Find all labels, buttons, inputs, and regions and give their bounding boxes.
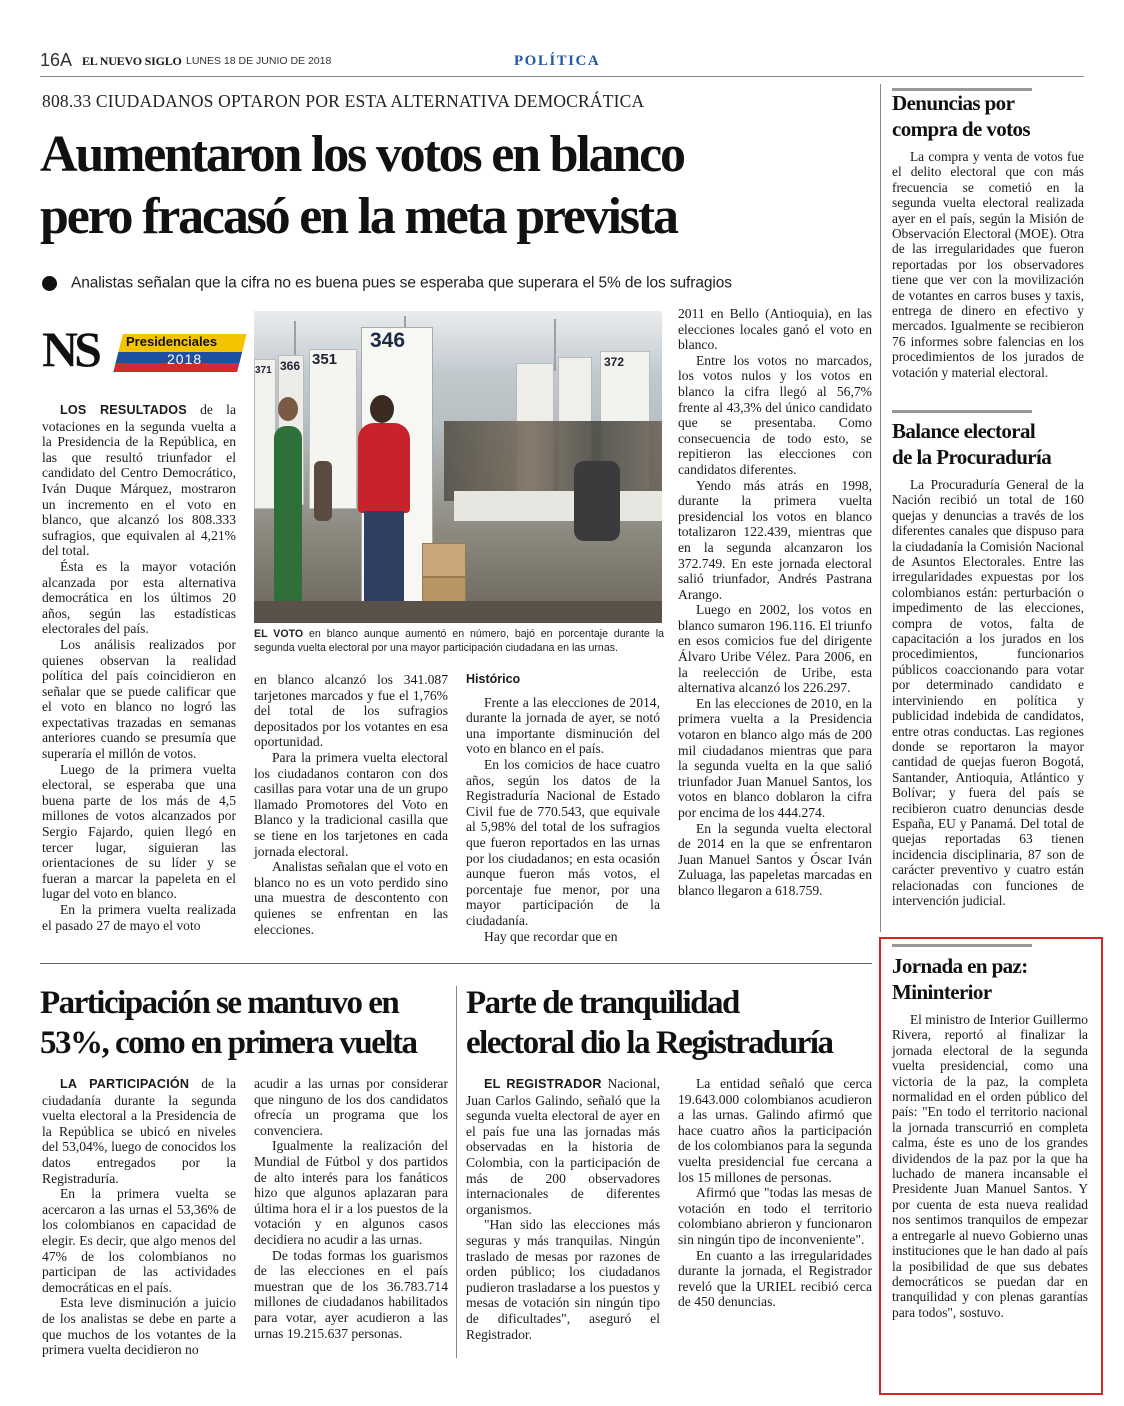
photo-caption [254, 628, 664, 655]
booth-number-3: 351 [312, 351, 338, 368]
main-col3-p3: Hay que recordar que en [484, 928, 618, 944]
denuncias-paragraph: La compra y venta de votos fue el delito electoral que con más frecuencia se cometió en la segunda vuelta electoral realizada ayer en el país, según la Misión de Observación Electoral (MOE). Otra de las irregularidades que fueron reportadas por los observadores tiene que ver con la movilización de votantes en carros buses y taxis, entrega de dinero en efectivo y mercados. Igualmente se recibieron 76 informes sobre falencias en los procedimientos de los jurados de votación y material electoral. [892, 149, 1084, 380]
registraduria-col2-p3: En cuanto a las irregularidades durante la jornada, el Registrador reveló que la URIEL recibió cerca de 450 denuncias. [678, 1247, 872, 1310]
main-col1-p4: Luego de la primera vuelta electoral, se esperaba que una buena parte de los más de 4,5 millones de votos alcanzados por Sergio Fajardo, quien llegó en tercer lugar, siguieran las orientaciones de su líder y se fueran a marcar la papeleta en el lugar del voto en blanco. [42, 761, 236, 902]
participation-col2-p1: Igualmente la realización del Mundial de Fútbol y dos partidos de alto interés para los fanáticos hizo que algunos aplazaran para última hora el ir a los puestos de la votación y en algunos casos decidiera no acudir a las urnas. [254, 1138, 448, 1247]
mininterior-title-line1: Jornada en paz: [892, 954, 1028, 978]
sidebar-box3-rule [892, 944, 1032, 947]
procuraduria-text [892, 477, 1084, 908]
registraduria-col2-p2: Afirmó que "todas las mesas de votación en todo el territorio colombiano abrieron y funcionaron sin ningún tipo de inconveniente". [678, 1185, 872, 1247]
registraduria-col-2 [678, 1076, 872, 1310]
main-col2-p2: Para la primera vuelta electoral los ciudadanos contaron con dos casillas para votar una de un grupo llamado Promotores del Voto en Blanco y la tradicional casilla que se tiene en los tarjetones en cada jornada electoral. [254, 749, 448, 859]
main-col-2 [254, 672, 448, 937]
issue-date: LUNES 18 DE JUNIO DE 2018 [186, 55, 332, 67]
procuraduria-title-line1: Balance electoral [892, 419, 1036, 443]
page-number: 16A [40, 50, 73, 70]
main-col1-p5: En la primera vuelta realizada el pasado 27 de mayo el voto [42, 902, 236, 933]
subhead-text: Analistas señalan que la cifra no es buena pues se esperaba que superara el 5% de los sufragios [71, 274, 732, 292]
main-col4-p2: Yendo más atrás en 1998, durante la primera vuelta presidencial los votos en blanco totalizaron 122.439, mientras que en la segunda alcanzaron los 372.749. En este jornada electoral salió triunfador, Andrés Pastrana Arango. [678, 477, 872, 602]
logo-label: Presidenciales [126, 334, 218, 349]
denuncias-text [892, 149, 1084, 380]
ns-presidenciales-logo [42, 322, 237, 382]
main-col4-p3: Luego en 2002, los votos en blanco sumaron 196.116. El triunfo en esos comicios fue del dirigente Álvaro Uribe Vélez. Para 2006, en la reelección de Uribe, esta alternativa alcanzó los 226.297. [678, 602, 872, 696]
registraduria-col1-p2: "Han sido las elecciones más seguras y más tranquilas. Ningún traslado de mesas por razones de orden público; los ciudadanos pudieron trasladarse a los puestos y mesas de votación sin ningún tipo de dificultades", aseguró el Registrador. [466, 1217, 660, 1342]
main-subhead [42, 274, 872, 292]
main-col-3 [466, 672, 660, 944]
main-col1-p1: de la votaciones en la segunda vuelta a la Presidencia de la República, en las que resultó triunfador el candidato del Centro Democrático, Iván Duque Márquez, mostraron un incremento en el voto en blanco, que alcanzó los 808.333 sufragios, que equivalen al 4,21% del total. [42, 402, 236, 559]
denuncias-title-line2: compra de votos [892, 117, 1030, 141]
booth-number-2: 366 [280, 359, 301, 373]
registraduria-lead: EL REGISTRADOR [484, 1077, 602, 1091]
main-headline-line1: Aumentaron los votos en blanco [40, 126, 684, 183]
main-col2-p1: en blanco alcanzó los 341.087 tarjetones marcados y fue el 1,76% del total de los sufragios depositados por los votantes en esa oportunidad. [254, 672, 448, 750]
article-divider [40, 963, 872, 964]
sidebar-divider [880, 84, 881, 932]
procuraduria-title-line2: de la Procuraduría [892, 445, 1052, 469]
main-col3-p1: Frente a las elecciones de 2014, durante la jornada de ayer, se notó una importante disminución del voto en blanco en el país. [466, 694, 660, 757]
section-label: POLÍTICA [514, 53, 601, 69]
main-col1-p2: Ésta es la mayor votación alcanzada por esta alternativa democrática en los últimos 20 años, según las estadísticas electorales del país. [42, 558, 236, 637]
caption-lead: EL VOTO [254, 628, 304, 640]
main-col-1 [42, 402, 236, 933]
voting-photo [254, 311, 662, 623]
participation-col-2 [254, 1076, 448, 1341]
booth-number-5: 372 [604, 355, 625, 369]
denuncias-title-line1: Denuncias por [892, 91, 1015, 115]
main-headline [40, 124, 870, 248]
main-headline-line2: pero fracasó en la meta prevista [40, 188, 677, 245]
registraduria-col1-p1: Nacional, Juan Carlos Galindo, señaló que la segunda vuelta electoral de ayer en el país fue una las jornadas más observadas en la historia de Colombia, con la participación de más de 200 observadores internacionales de diferentes organismos. [466, 1076, 660, 1217]
sidebar-box-procuraduria [892, 418, 1084, 908]
main-col4-p0: 2011 en Bello (Antioquia), en las elecciones locales ganó el voto en blanco. [678, 306, 872, 353]
registraduria-col2-p1: La entidad señaló que cerca 19.643.000 colombianos acudieron a las urnas. Galindo afirmó que hace cuatro años la participación de los colombianos para la segunda vuelta presidencial fue cercana a los 15 millones de personas. [678, 1076, 872, 1185]
caption-text: en blanco aunque aumentó en número, bajó en porcentaje durante la segunda vuelta electoral por una mayor participación ciudadana en las urnas. [254, 628, 664, 654]
participation-col1-p1: de la ciudadanía durante la segunda vuelta electoral a la Presidencia de la República se ubicó en niveles del 53,04%, luego de conocidos los datos entregados por la Registraduría. [42, 1076, 236, 1186]
main-col2-p3: Analistas señalan que el voto en blanco no es un voto perdido sino una muestra de descontento con quienes se enfrentan en las elecciones. [254, 859, 448, 937]
main-lead: LOS RESULTADOS [60, 403, 187, 417]
participation-headline-line2: 53%, como en primera vuelta [40, 1025, 417, 1061]
main-col3-p2: En los comicios de hace cuatro años, según los datos de la Registraduría Nacional de Estado Civil fue de 770.543, que equivale al 5,98% del total de los sufragios que fueron reportados en las urnas por los ciudadanos; en esta ocasión aunque fueron más votos, el porcentaje fue menor, por una mayor participación de la ciudadanía. [466, 756, 660, 928]
mininterior-title [892, 953, 1088, 1005]
procuraduria-paragraph: La Procuraduría General de la Nación recibió un total de 160 quejas y denuncias a través de los diferentes canales que dispuso para la ciudadanía la Comisión Nacional de Asuntos Electorales. Entre las irregularidades expuestas por los colombianos están: perturbación o impedimento de las elecciones, compra de votos, falta de capacitación a los jurados en los procedimientos, funcionarios públicos coaccionando para votar por determinado candidato e interviniendo en política y publicidad indebida de candidatos, entre otras conductas. Las regiones donde se reportaron la mayor cantidad de quejas fueron Bogotá, Santander, Antioquia, Atlántico y Bolívar; y fuera del país se recibieron cuatro denuncias desde España, EU y Panamá. Del total de quejas reportadas 63 tienen incidencia disciplinaria, 87 son de carácter preventivo y cuatro están relacionadas con funciones de intervención judicial. [892, 477, 1084, 908]
booth-number-1: 371 [255, 365, 272, 376]
main-col1-p3: Los análisis realizados por quienes observan la realidad política del país coincidieron en señalar que se puede calificar que el voto en blanco no logró las expectativas trazadas en semanas anteriores cuando se presumía que superaría el millón de votos. [42, 636, 236, 762]
participation-col2-p2: De todas formas los guarismos de las elecciones en el país muestran que de los 36.783.714 millones de ciudadanos habilitados para votar, ayer acudieron a las urnas 19.215.637 personas. [254, 1247, 448, 1341]
header-rule [40, 76, 1084, 77]
sidebar-box2-rule [892, 410, 1032, 413]
paper-name: EL NUEVO SIGLO [82, 54, 182, 68]
participation-col2-p0: acudir a las urnas por considerar que ninguno de los dos candidatos ofrecía un programa que los convenciera. [254, 1076, 448, 1138]
article-kicker: 808.33 CIUDADANOS OPTARON POR ESTA ALTERNATIVA DEMOCRÁTICA [42, 91, 645, 111]
booth-number-4: 346 [370, 329, 406, 352]
main-col4-p1: Entre los votos no marcados, los votos nulos y los votos en blanco la cifra llegó al 56,7% frente al 43,3% del único candidato que se presentaba. Como consecuencia de todo esto, se repitieron las elecciones con candidatos diferentes. [678, 352, 872, 477]
registraduria-headline-line1: Parte de tranquilidad [466, 985, 739, 1021]
procuraduria-title [892, 418, 1084, 470]
logo-year: 2018 [167, 351, 203, 367]
main-col4-p4: En las elecciones de 2010, en la primera vuelta a la Presidencia votaron en blanco algo más de 200 mil ciudadanos mientras que para la segunda vuelta en la que salió triunfador Juan Manuel Santos, los votos en blanco doblaron la cifra por encima de los 444.274. [678, 695, 872, 820]
participation-col1-p2: En la primera vuelta se acercaron a las urnas el 53,36% de los colombianos en capacidad de elegir. Es decir, que algo menos del 47% de los colombianos no participan de las actividades democráticas en el país. [42, 1186, 236, 1295]
denuncias-title [892, 90, 1084, 142]
mininterior-paragraph: El ministro de Interior Guillermo Rivera, reportó al finalizar la jornada electoral de la segunda vuelta presidencial, como una victoria de la paz, la completa normalidad en el orden público del país: "En todo el territorio nacional la jornada transcurrió en completa calma, éste es uno de los grandes dividendos de la paz por la que ha luchado de manera incansable el Presidente Juan Manuel Santos. Y por cuenta de esta nueva realidad nos sentimos tranquilos de empezar a entregarle al nuevo Gobierno unas instituciones que le han dado al país la posibilidad de que sus debates democráticos se puedan dar en tranquilidad y con plenas garantías para todos", sostuvo. [892, 1012, 1088, 1320]
registraduria-col-1 [466, 1076, 660, 1342]
sidebar-box-mininterior [892, 953, 1088, 1320]
registraduria-headline-line2: electoral dio la Registraduría [466, 1025, 833, 1061]
participation-col1-p3: Esta leve disminución a juicio de los analistas se debe en parte a que muchos de los votantes de la primera vuelta decidieron no [42, 1295, 236, 1358]
registraduria-headline [466, 983, 876, 1063]
participation-headline-line1: Participación se mantuvo en [40, 985, 399, 1021]
logo-letters: NS [42, 321, 98, 377]
participation-lead: LA PARTICIPACIÓN [60, 1077, 190, 1091]
bottom-column-divider [456, 986, 457, 1358]
main-col-4 [678, 306, 872, 899]
mininterior-title-line2: Mininterior [892, 980, 992, 1004]
historico-heading: Histórico [466, 672, 521, 686]
main-col4-p5: En la segunda vuelta electoral de 2014 en la que se enfrentaron Juan Manuel Santos y Óscar Iván Zuluaga, las papeletas marcadas en blanco llegaron a 618.759. [678, 820, 872, 898]
mininterior-text [892, 1012, 1088, 1320]
participation-col-1 [42, 1076, 236, 1358]
bullet-icon [42, 276, 57, 291]
sidebar-box-denuncias [892, 90, 1084, 380]
page-header [40, 50, 1084, 78]
participation-headline [40, 983, 450, 1063]
